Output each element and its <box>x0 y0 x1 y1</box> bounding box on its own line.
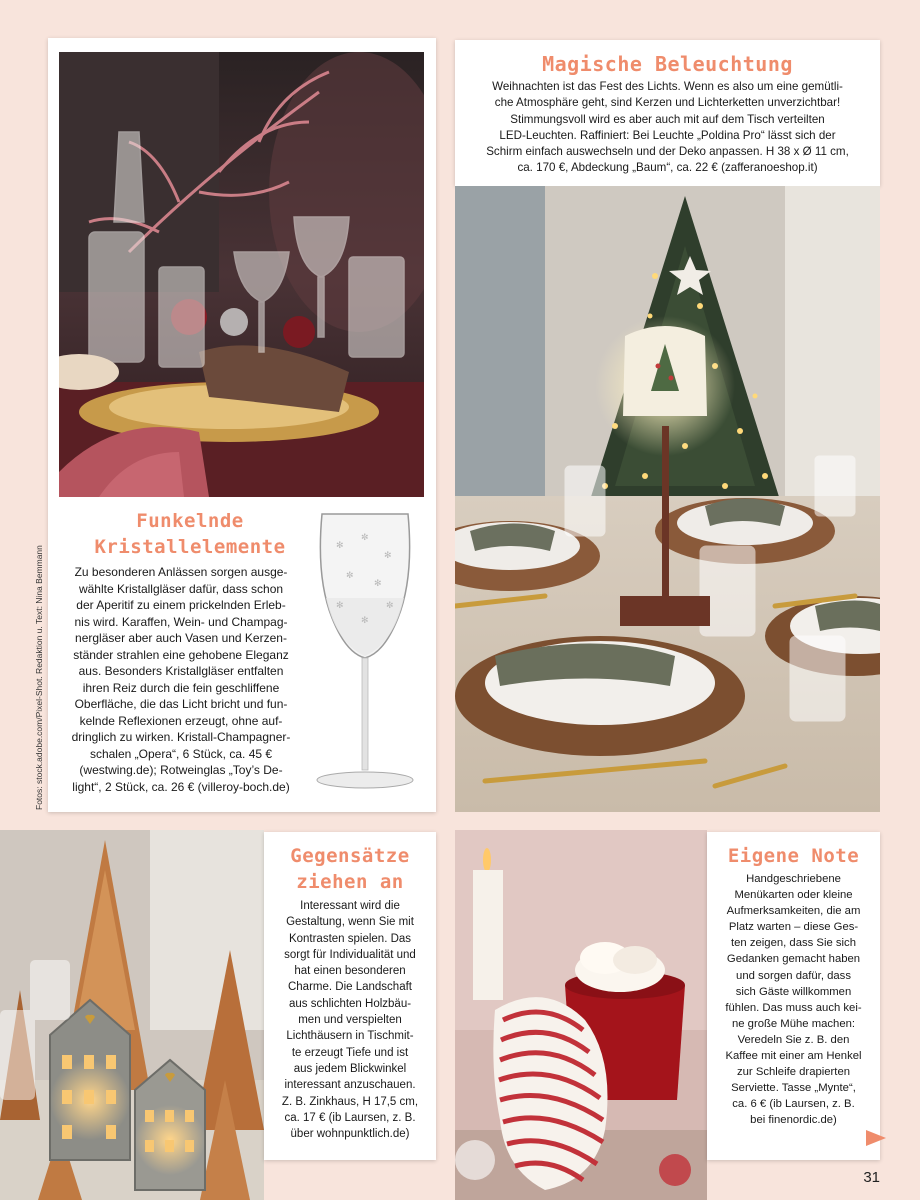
svg-text:✻: ✻ <box>336 601 344 611</box>
crystal-title-line2: Kristallelemente <box>94 536 286 558</box>
crystal-line: ständer strahlen eine gehobene Eleganz <box>73 647 289 662</box>
contrast-line: Charme. Die Landschaft <box>287 981 412 994</box>
contrast-line: interessant anzuschauen. <box>284 1079 416 1092</box>
contrast-title-line1: Gegensätze <box>290 845 410 867</box>
lighting-line: che Atmosphäre geht, sind Kerzen und Lichterketten unverzichtbar! <box>494 96 841 110</box>
note-line: Handgeschriebene <box>746 873 841 885</box>
lighting-body-text <box>455 79 880 177</box>
note-line: Gedanken gemacht haben <box>726 953 861 966</box>
wine-glass-photo <box>306 508 424 800</box>
crystal-line: light“, 2 Stück, ca. 26 € (villeroy-boch.de) <box>72 779 290 794</box>
contrast-line: ca. 17 € (ib Laursen, z. B. <box>284 1111 416 1124</box>
contrast-line: hat einen besonderen <box>294 965 406 978</box>
crystal-line: wählte Kristallgläser dafür, dass schon <box>78 581 284 596</box>
lighting-line: Schirm einfach auswechseln und der Deko anpassen. H 38 x Ø 11 cm, <box>486 145 849 159</box>
crystal-title <box>80 508 300 560</box>
crystal-line: nis wird. Karaffen, Wein- und Champag- <box>74 614 288 629</box>
note-line: sich Gäste willkommen <box>735 985 852 998</box>
lighting-line: Weihnachten ist das Fest des Lichts. Wenn es also um eine gemütli- <box>492 80 843 93</box>
mug-napkin-photo <box>455 830 707 1200</box>
crystal-line: aus. Besonders Kristallgläser entfalten <box>78 664 284 678</box>
note-body-text <box>707 871 880 1129</box>
contrast-line: sorgt für Individualität und <box>284 948 416 961</box>
crystal-body-text <box>56 564 306 795</box>
crystal-line: kelnde Reflexionen erzeugt, ohne auf- <box>79 713 283 728</box>
note-line: zur Schleife drapierten <box>736 1066 851 1079</box>
lamp-table-photo <box>455 186 880 812</box>
note-line: fühlen. Das muss auch kei- <box>725 1001 862 1014</box>
crystal-line: ihren Reiz durch die fein geschliffene <box>82 680 280 695</box>
contrast-title-line2: ziehen an <box>296 871 404 893</box>
note-line: Menükarten oder kleine <box>734 889 853 902</box>
contrast-line: Lichthäusern in Tischmit- <box>286 1030 414 1043</box>
note-line: Platz warten – diese Ges- <box>728 921 859 934</box>
note-line: ten zeigen, dass Sie sich <box>731 937 856 950</box>
contrast-line: Z. B. Zinkhaus, H 17,5 cm, <box>281 1095 419 1108</box>
contrast-line: te erzeugt Tiefe und ist <box>291 1046 409 1059</box>
next-page-arrow-icon[interactable] <box>866 1130 886 1146</box>
svg-text:✼: ✼ <box>361 533 369 543</box>
svg-text:✻: ✻ <box>361 616 369 626</box>
crystal-line: schalen „Opera“, 6 Stück, ca. 45 € <box>89 746 273 761</box>
note-line: ca. 6 € (ib Laursen, z. B. <box>732 1098 855 1111</box>
photo-credit: Fotos: stock.adobe.com/Pixel-Shot. Redaktion u. Text: Nina Bemmann <box>34 545 44 810</box>
note-title: Eigene Note <box>727 845 860 867</box>
note-line: und sorgen dafür, dass <box>736 969 851 982</box>
note-line: Kaffee mit einer am Henkel <box>725 1050 862 1063</box>
contrast-line: Gestaltung, wenn Sie mit <box>286 916 414 929</box>
note-line: ne große Mühe machen: <box>731 1017 856 1030</box>
lighting-line: Stimmungsvoll wird es aber auch mit auf dem Tisch verteilten <box>510 112 825 126</box>
crystal-title-line1: Funkelnde <box>136 510 244 532</box>
lighting-line: LED-Leuchten. Raffiniert: Bei Leuchte „Poldina Pro“ lässt sich der <box>499 128 836 142</box>
svg-text:✻: ✻ <box>374 579 382 589</box>
svg-text:✻: ✻ <box>336 541 344 551</box>
svg-text:✻: ✻ <box>384 551 392 561</box>
svg-text:✼: ✼ <box>346 571 354 581</box>
lighting-line: ca. 170 €, Abdeckung „Baum“, ca. 22 € (zafferanoeshop.it) <box>517 161 818 175</box>
crystal-line: Zu besonderen Anlässen sorgen ausge- <box>74 565 288 579</box>
contrast-line: Kontrasten spielen. Das <box>288 932 412 945</box>
note-line: bei finenordic.de) <box>750 1114 837 1127</box>
contrast-line: aus jedem Blickwinkel <box>293 1062 407 1075</box>
note-line: Serviette. Tasse „Mynte“, <box>731 1082 856 1095</box>
contrast-line: Interessant wird die <box>300 900 400 912</box>
lighting-title: Magische Beleuchtung <box>542 52 793 76</box>
crystal-line: (westwing.de); Rotweinglas „Toy’s De- <box>79 763 283 777</box>
crystal-line: der Aperitif zu einem prickelnden Erleb- <box>76 598 286 612</box>
crystal-line: dringlich zu wirken. Kristall-Champagner- <box>71 730 291 744</box>
contrast-line: aus schlichten Holzbäu- <box>288 997 412 1010</box>
page-number: 31 <box>863 1169 880 1186</box>
wooden-trees-photo <box>0 830 264 1200</box>
note-line: Veredeln Sie z. B. den <box>737 1033 850 1046</box>
note-line: Aufmerksamkeiten, die am <box>726 905 861 918</box>
crystal-table-photo <box>59 52 424 497</box>
svg-text:✼: ✼ <box>386 601 394 611</box>
contrast-line: über wohnpunktlich.de) <box>290 1128 410 1141</box>
contrast-body-text <box>264 898 436 1142</box>
crystal-line: nergläser aber auch Vasen und Kerzen- <box>75 631 287 645</box>
contrast-title <box>264 843 436 895</box>
contrast-line: men und verspielten <box>298 1014 402 1027</box>
crystal-line: Oberfläche, die das Licht bricht und fun- <box>74 697 288 711</box>
